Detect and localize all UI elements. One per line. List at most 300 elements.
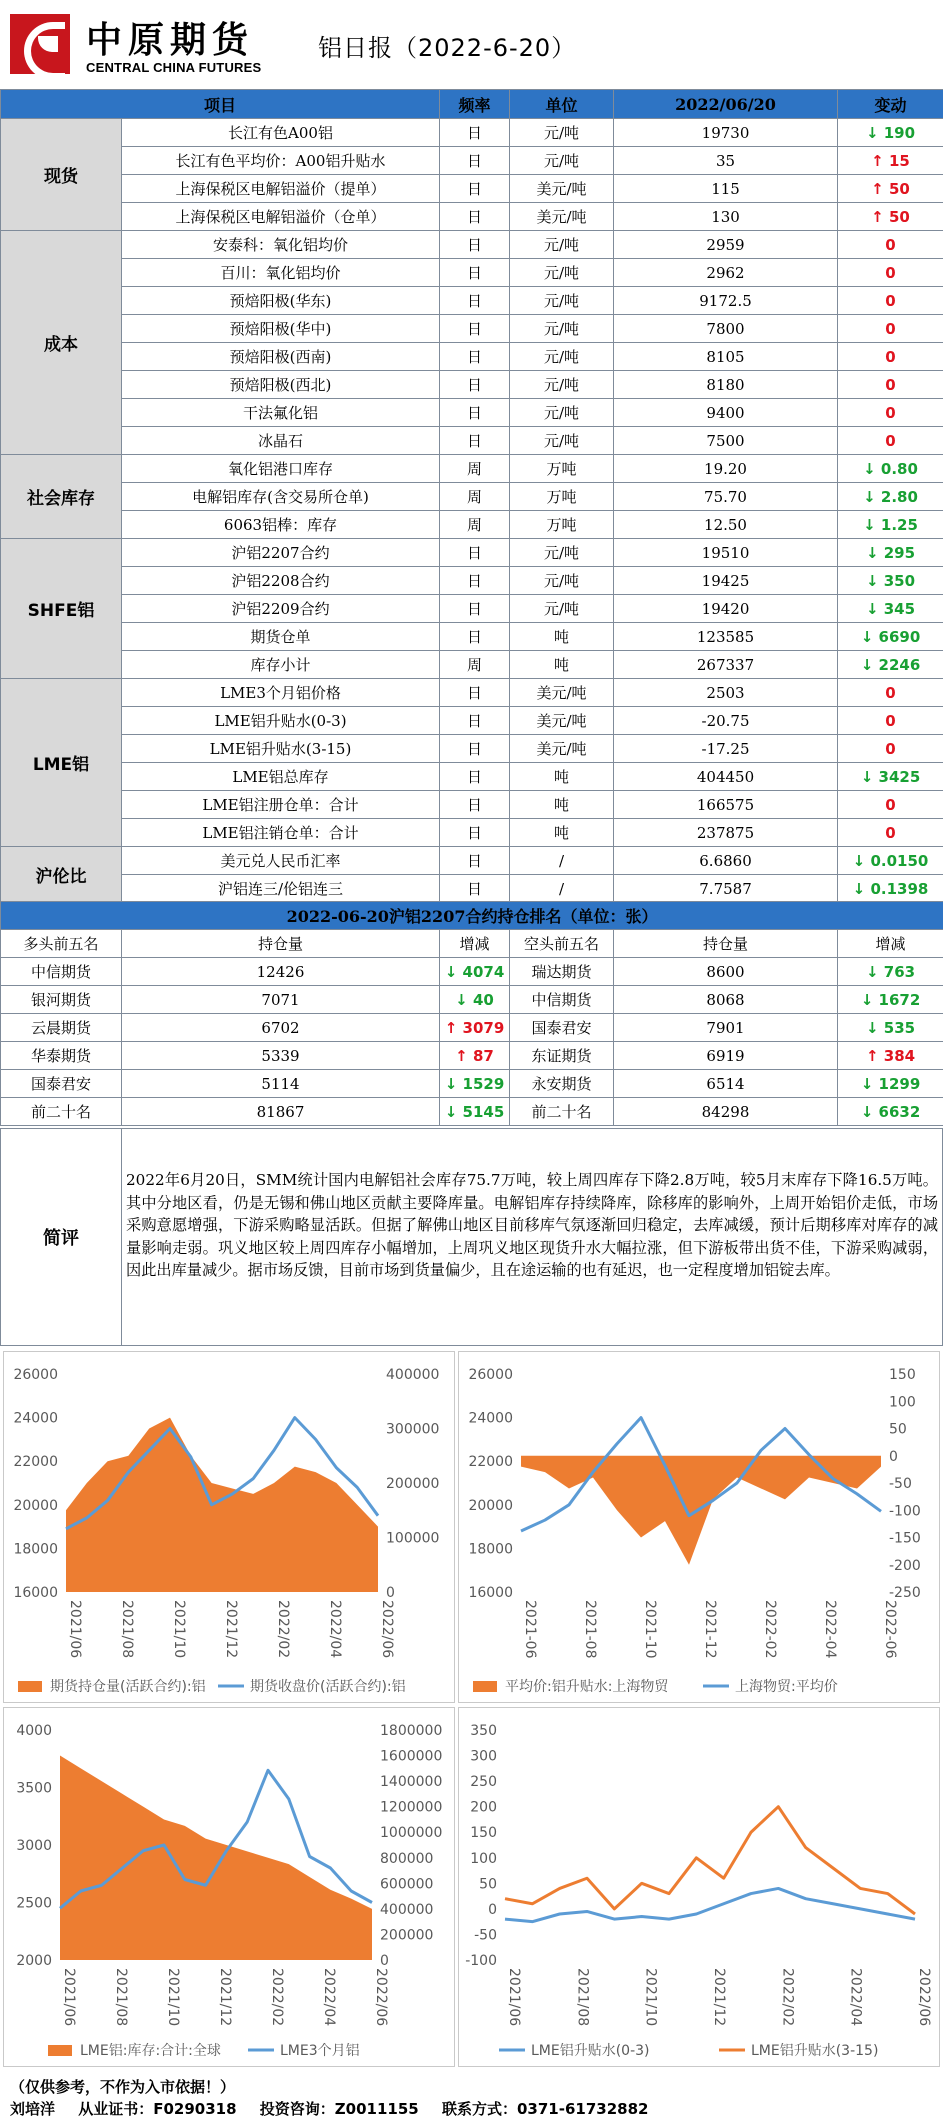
short-volume-cell: 8068 bbox=[614, 986, 838, 1014]
y-tick-label: 26000 bbox=[468, 1367, 513, 1383]
frequency-cell: 日 bbox=[440, 735, 510, 763]
commentary-label: 简评 bbox=[1, 1129, 122, 1345]
item-cell: 预焙阳极(西南) bbox=[122, 343, 440, 371]
frequency-cell: 周 bbox=[440, 651, 510, 679]
item-cell: 上海保税区电解铝溢价（仓单） bbox=[122, 203, 440, 231]
long-change-cell: ↓ 5145 bbox=[440, 1098, 510, 1126]
frequency-cell: 日 bbox=[440, 259, 510, 287]
chart-shanghai-spot-premium bbox=[458, 1351, 940, 1703]
y-tick-label: 200 bbox=[470, 1799, 497, 1816]
unit-cell: 元/吨 bbox=[510, 427, 614, 455]
change-cell: 0 bbox=[838, 231, 943, 259]
y2-tick-label: 1200000 bbox=[380, 1799, 443, 1816]
value-cell: 2959 bbox=[614, 231, 838, 259]
col-header-unit: 单位 bbox=[510, 90, 614, 119]
long-member-cell: 银河期货 bbox=[1, 986, 122, 1014]
change-cell: ↓ 6690 bbox=[838, 623, 943, 651]
commentary-section bbox=[0, 1128, 943, 1346]
table-row bbox=[1, 231, 943, 259]
value-cell: 9400 bbox=[614, 399, 838, 427]
x-tick-label: 2022/06 bbox=[379, 1600, 395, 1659]
item-cell: 6063铝棒：库存 bbox=[122, 511, 440, 539]
unit-cell: 元/吨 bbox=[510, 399, 614, 427]
short-member-cell: 东证期货 bbox=[510, 1042, 614, 1070]
unit-cell: 美元/吨 bbox=[510, 707, 614, 735]
change-cell: 0 bbox=[838, 427, 943, 455]
value-cell: -17.25 bbox=[614, 735, 838, 763]
short-change-cell: ↓ 1672 bbox=[838, 986, 943, 1014]
rank-header-long-change: 增减 bbox=[440, 930, 510, 958]
col-header-frequency: 频率 bbox=[440, 90, 510, 119]
long-change-cell: ↑ 87 bbox=[440, 1042, 510, 1070]
frequency-cell: 周 bbox=[440, 455, 510, 483]
change-cell: ↓ 2246 bbox=[838, 651, 943, 679]
x-tick-label: 2022/06 bbox=[916, 1968, 932, 2027]
change-cell: ↓ 345 bbox=[838, 595, 943, 623]
y-tick-label: 3000 bbox=[16, 1838, 52, 1854]
y2-tick-label: 1400000 bbox=[380, 1774, 443, 1791]
ranking-row bbox=[1, 1014, 943, 1042]
x-tick-label: 2021-08 bbox=[582, 1600, 598, 1659]
table-row bbox=[1, 315, 943, 343]
y2-tick-label: -150 bbox=[889, 1530, 921, 1547]
item-cell: 氧化铝港口库存 bbox=[122, 455, 440, 483]
unit-cell: 万吨 bbox=[510, 455, 614, 483]
item-cell: 上海保税区电解铝溢价（提单） bbox=[122, 175, 440, 203]
table-row bbox=[1, 399, 943, 427]
legend-label: LME铝:库存:合计:全球 bbox=[80, 2043, 221, 2059]
table-row bbox=[1, 679, 943, 707]
unit-cell: 元/吨 bbox=[510, 343, 614, 371]
change-cell: ↓ 0.80 bbox=[838, 455, 943, 483]
item-cell: 长江有色平均价：A00铝升贴水 bbox=[122, 147, 440, 175]
value-cell: 7800 bbox=[614, 315, 838, 343]
frequency-cell: 日 bbox=[440, 399, 510, 427]
item-cell: 沪铝2207合约 bbox=[122, 539, 440, 567]
y2-tick-label: 1600000 bbox=[380, 1748, 443, 1765]
unit-cell: 吨 bbox=[510, 791, 614, 819]
change-cell: ↓ 2.80 bbox=[838, 483, 943, 511]
value-cell: 267337 bbox=[614, 651, 838, 679]
long-volume-cell: 81867 bbox=[122, 1098, 440, 1126]
legend-label: 上海物贸:平均价 bbox=[735, 1679, 838, 1695]
y-tick-label: 18000 bbox=[13, 1541, 58, 1558]
item-cell: LME3个月铝价格 bbox=[122, 679, 440, 707]
category-cell: LME铝 bbox=[1, 679, 122, 847]
table-row bbox=[1, 539, 943, 567]
table-row bbox=[1, 259, 943, 287]
area-series bbox=[60, 1756, 372, 1960]
frequency-cell: 日 bbox=[440, 567, 510, 595]
table-row bbox=[1, 371, 943, 399]
frequency-cell: 日 bbox=[440, 623, 510, 651]
item-cell: LME铝升贴水(0-3) bbox=[122, 707, 440, 735]
value-cell: 404450 bbox=[614, 763, 838, 791]
item-cell: LME铝升贴水(3-15) bbox=[122, 735, 440, 763]
frequency-cell: 日 bbox=[440, 315, 510, 343]
long-change-cell: ↓ 4074 bbox=[440, 958, 510, 986]
short-volume-cell: 6514 bbox=[614, 1070, 838, 1098]
category-cell: 沪伦比 bbox=[1, 847, 122, 903]
unit-cell: 吨 bbox=[510, 651, 614, 679]
unit-cell: 万吨 bbox=[510, 483, 614, 511]
table-row bbox=[1, 567, 943, 595]
legend-swatch bbox=[18, 1681, 42, 1692]
value-cell: 7500 bbox=[614, 427, 838, 455]
x-tick-label: 2021/12 bbox=[217, 1968, 233, 2027]
y-tick-label: 4000 bbox=[16, 1723, 52, 1739]
change-cell: 0 bbox=[838, 735, 943, 763]
chart-aluminum-futures bbox=[3, 1351, 455, 1703]
report-header bbox=[0, 0, 943, 88]
short-change-cell: ↑ 384 bbox=[838, 1042, 943, 1070]
y2-tick-label: 100 bbox=[889, 1394, 916, 1411]
table-row bbox=[1, 707, 943, 735]
y2-tick-label: 150 bbox=[889, 1367, 916, 1383]
unit-cell: 元/吨 bbox=[510, 567, 614, 595]
item-cell: 预焙阳极(华中) bbox=[122, 315, 440, 343]
unit-cell: 美元/吨 bbox=[510, 679, 614, 707]
unit-cell: 吨 bbox=[510, 819, 614, 847]
frequency-cell: 日 bbox=[440, 175, 510, 203]
legend-label: LME铝升贴水(3-15) bbox=[751, 2043, 879, 2059]
value-cell: 8180 bbox=[614, 371, 838, 399]
y2-tick-label: -200 bbox=[889, 1557, 921, 1574]
short-member-cell: 国泰君安 bbox=[510, 1014, 614, 1042]
data-table bbox=[0, 89, 943, 903]
y-tick-label: 16000 bbox=[468, 1585, 513, 1601]
table-row bbox=[1, 819, 943, 847]
y-tick-label: 26000 bbox=[13, 1367, 58, 1383]
contact-line bbox=[10, 2098, 666, 2119]
short-member-cell: 瑞达期货 bbox=[510, 958, 614, 986]
item-cell: 百川：氧化铝均价 bbox=[122, 259, 440, 287]
y-tick-label: 18000 bbox=[468, 1541, 513, 1558]
x-tick-label: 2021/12 bbox=[223, 1600, 239, 1659]
x-tick-label: 2021/06 bbox=[67, 1600, 83, 1659]
change-cell: 0 bbox=[838, 259, 943, 287]
change-cell: ↑ 15 bbox=[838, 147, 943, 175]
chart-lme-inventory bbox=[3, 1707, 455, 2067]
value-cell: 19510 bbox=[614, 539, 838, 567]
value-cell: 19425 bbox=[614, 567, 838, 595]
col-header-change: 变动 bbox=[838, 90, 943, 119]
frequency-cell: 日 bbox=[440, 203, 510, 231]
logo-english-name: CENTRAL CHINA FUTURES bbox=[86, 60, 262, 75]
unit-cell: 吨 bbox=[510, 763, 614, 791]
x-tick-label: 2021/08 bbox=[113, 1968, 129, 2027]
legend-label: 平均价:铝升贴水:上海物贸 bbox=[505, 1679, 669, 1695]
change-cell: 0 bbox=[838, 707, 943, 735]
y2-tick-label: 100000 bbox=[386, 1530, 440, 1547]
unit-cell: 元/吨 bbox=[510, 539, 614, 567]
y2-tick-label: 800000 bbox=[380, 1850, 434, 1867]
short-change-cell: ↓ 1299 bbox=[838, 1070, 943, 1098]
y2-tick-label: 400000 bbox=[380, 1901, 434, 1918]
table-row bbox=[1, 483, 943, 511]
y-tick-label: 20000 bbox=[13, 1497, 58, 1514]
change-cell: ↓ 350 bbox=[838, 567, 943, 595]
x-tick-label: 2021-12 bbox=[702, 1600, 718, 1659]
change-cell: 0 bbox=[838, 679, 943, 707]
unit-cell: 元/吨 bbox=[510, 315, 614, 343]
position-ranking-table bbox=[0, 901, 943, 1126]
long-member-cell: 华泰期货 bbox=[1, 1042, 122, 1070]
frequency-cell: 日 bbox=[440, 875, 510, 903]
long-member-cell: 云晨期货 bbox=[1, 1014, 122, 1042]
ranking-title: 2022-06-20沪铝2207合约持仓排名（单位：张） bbox=[1, 902, 943, 930]
table-row bbox=[1, 455, 943, 483]
x-tick-label: 2022/02 bbox=[275, 1600, 291, 1659]
table-row bbox=[1, 343, 943, 371]
frequency-cell: 日 bbox=[440, 819, 510, 847]
report-title: 铝日报（2022-6-20） bbox=[318, 34, 577, 62]
y2-tick-label: 0 bbox=[380, 1953, 389, 1969]
table-row bbox=[1, 651, 943, 679]
table-row bbox=[1, 203, 943, 231]
change-cell: 0 bbox=[838, 399, 943, 427]
short-member-cell: 永安期货 bbox=[510, 1070, 614, 1098]
x-tick-label: 2021-06 bbox=[522, 1600, 538, 1659]
rank-header-short: 空头前五名 bbox=[510, 930, 614, 958]
unit-cell: 美元/吨 bbox=[510, 735, 614, 763]
frequency-cell: 日 bbox=[440, 231, 510, 259]
ranking-row bbox=[1, 1098, 943, 1126]
long-volume-cell: 6702 bbox=[122, 1014, 440, 1042]
y2-tick-label: -100 bbox=[889, 1503, 921, 1520]
unit-cell: 元/吨 bbox=[510, 259, 614, 287]
x-tick-label: 2021/10 bbox=[642, 1968, 659, 2027]
frequency-cell: 周 bbox=[440, 511, 510, 539]
item-cell: 冰晶石 bbox=[122, 427, 440, 455]
ranking-row bbox=[1, 1042, 943, 1070]
short-change-cell: ↓ 763 bbox=[838, 958, 943, 986]
company-logo-icon bbox=[10, 14, 70, 74]
frequency-cell: 日 bbox=[440, 147, 510, 175]
ranking-header-row bbox=[1, 930, 943, 958]
change-cell: 0 bbox=[838, 819, 943, 847]
ranking-row bbox=[1, 1070, 943, 1098]
unit-cell: 美元/吨 bbox=[510, 175, 614, 203]
short-volume-cell: 6919 bbox=[614, 1042, 838, 1070]
change-cell: ↑ 50 bbox=[838, 203, 943, 231]
y-tick-label: 16000 bbox=[13, 1585, 58, 1601]
value-cell: 130 bbox=[614, 203, 838, 231]
commentary-text: 2022年6月20日，SMM统计国内电解铝社会库存75.7万吨，较上周四库存下降2.8万吨，较5月末库存下降16.5万吨。其中分地区看，仍是无锡和佛山地区贡献主要降库量。电解铝库存持续降库，除移库的影响外，上周开始铝价走低，市场采购意愿增强，下游采购略显活跃。但据了解佛山地区目前移库气氛逐渐回归稳定，去库减缓，预计后期移库对库存的减量影响走弱。巩义地区较上周四库存小幅增加，上周巩义地区现货升水大幅拉涨，但下游板带出货不佳，下游采购减弱，因此出库量减少。据市场反馈，目前市场到货量偏少，且在途运输的也有延迟，也一定程度增加铝锭去库。 bbox=[126, 1171, 938, 1279]
value-cell: 237875 bbox=[614, 819, 838, 847]
frequency-cell: 日 bbox=[440, 287, 510, 315]
long-change-cell: ↓ 1529 bbox=[440, 1070, 510, 1098]
y2-tick-label: -50 bbox=[889, 1476, 912, 1492]
y-tick-label: -100 bbox=[465, 1953, 497, 1969]
table-row bbox=[1, 735, 943, 763]
value-cell: 19.20 bbox=[614, 455, 838, 483]
item-cell: 沪铝2209合约 bbox=[122, 595, 440, 623]
rank-header-long-volume: 持仓量 bbox=[122, 930, 440, 958]
value-cell: 8105 bbox=[614, 343, 838, 371]
change-cell: ↓ 1.25 bbox=[838, 511, 943, 539]
disclaimer: （仅供参考，不作为入市依据！） bbox=[10, 2078, 236, 2096]
unit-cell: 元/吨 bbox=[510, 119, 614, 147]
x-tick-label: 2022/02 bbox=[269, 1968, 285, 2027]
table-row bbox=[1, 147, 943, 175]
category-cell: SHFE铝 bbox=[1, 539, 122, 679]
unit-cell: 元/吨 bbox=[510, 231, 614, 259]
frequency-cell: 日 bbox=[440, 791, 510, 819]
short-volume-cell: 84298 bbox=[614, 1098, 838, 1126]
line-series bbox=[505, 1888, 915, 1921]
unit-cell: 元/吨 bbox=[510, 371, 614, 399]
y2-tick-label: 400000 bbox=[386, 1367, 440, 1383]
short-member-cell: 前二十名 bbox=[510, 1098, 614, 1126]
x-tick-label: 2022-02 bbox=[762, 1600, 778, 1659]
long-change-cell: ↓ 40 bbox=[440, 986, 510, 1014]
frequency-cell: 日 bbox=[440, 707, 510, 735]
table-row bbox=[1, 791, 943, 819]
x-tick-label: 2021/08 bbox=[574, 1968, 591, 2027]
x-tick-label: 2021/10 bbox=[171, 1600, 187, 1659]
author-name: 刘培洋 bbox=[10, 2100, 56, 2118]
x-tick-label: 2022/04 bbox=[847, 1968, 864, 2027]
rank-header-short-volume: 持仓量 bbox=[614, 930, 838, 958]
y-tick-label: 0 bbox=[488, 1901, 497, 1918]
table-row bbox=[1, 595, 943, 623]
change-cell: 0 bbox=[838, 371, 943, 399]
value-cell: 123585 bbox=[614, 623, 838, 651]
long-volume-cell: 5114 bbox=[122, 1070, 440, 1098]
y-tick-label: 2000 bbox=[16, 1953, 52, 1969]
legend-label: 期货持仓量(活跃合约):铝 bbox=[50, 1679, 206, 1695]
y2-tick-label: 200000 bbox=[386, 1476, 440, 1492]
table-row bbox=[1, 875, 943, 903]
ranking-row bbox=[1, 986, 943, 1014]
table-row bbox=[1, 847, 943, 875]
change-cell: ↓ 190 bbox=[838, 119, 943, 147]
x-tick-label: 2022-06 bbox=[882, 1600, 898, 1659]
unit-cell: 吨 bbox=[510, 623, 614, 651]
col-header-item: 项目 bbox=[1, 90, 440, 119]
y-tick-label: 24000 bbox=[468, 1410, 513, 1427]
y2-tick-label: -250 bbox=[889, 1585, 921, 1601]
table-row bbox=[1, 623, 943, 651]
short-change-cell: ↓ 535 bbox=[838, 1014, 943, 1042]
unit-cell: / bbox=[510, 847, 614, 875]
legend-label: LME3个月铝 bbox=[280, 2043, 360, 2059]
frequency-cell: 日 bbox=[440, 539, 510, 567]
change-cell: 0 bbox=[838, 315, 943, 343]
unit-cell: 万吨 bbox=[510, 511, 614, 539]
item-cell: 美元兑人民币汇率 bbox=[122, 847, 440, 875]
unit-cell: 元/吨 bbox=[510, 147, 614, 175]
x-tick-label: 2021-10 bbox=[642, 1600, 658, 1659]
change-cell: 0 bbox=[838, 343, 943, 371]
y-tick-label: 3500 bbox=[16, 1780, 52, 1797]
legend-label: LME铝升贴水(0-3) bbox=[531, 2043, 650, 2059]
item-cell: 干法氟化铝 bbox=[122, 399, 440, 427]
frequency-cell: 日 bbox=[440, 763, 510, 791]
y-tick-label: 150 bbox=[470, 1825, 497, 1842]
consult-number: 投资咨询：Z0011155 bbox=[259, 2100, 419, 2118]
unit-cell: 元/吨 bbox=[510, 287, 614, 315]
change-cell: ↑ 50 bbox=[838, 175, 943, 203]
long-volume-cell: 12426 bbox=[122, 958, 440, 986]
change-cell: ↓ 295 bbox=[838, 539, 943, 567]
frequency-cell: 日 bbox=[440, 595, 510, 623]
y-tick-label: 22000 bbox=[468, 1454, 513, 1471]
legend-swatch bbox=[473, 1681, 497, 1692]
y-tick-label: 300 bbox=[470, 1748, 497, 1765]
long-member-cell: 国泰君安 bbox=[1, 1070, 122, 1098]
item-cell: 预焙阳极(西北) bbox=[122, 371, 440, 399]
x-tick-label: 2022/04 bbox=[321, 1968, 337, 2027]
x-tick-label: 2022/06 bbox=[373, 1968, 389, 2027]
y2-tick-label: 0 bbox=[889, 1448, 898, 1465]
value-cell: 9172.5 bbox=[614, 287, 838, 315]
x-tick-label: 2021/12 bbox=[711, 1968, 727, 2027]
short-volume-cell: 8600 bbox=[614, 958, 838, 986]
value-cell: 7.7587 bbox=[614, 875, 838, 903]
chart-lme-spread bbox=[458, 1707, 940, 2067]
frequency-cell: 周 bbox=[440, 483, 510, 511]
item-cell: LME铝总库存 bbox=[122, 763, 440, 791]
table-header-row bbox=[1, 90, 943, 119]
line-series bbox=[505, 1807, 915, 1914]
unit-cell: 美元/吨 bbox=[510, 203, 614, 231]
category-cell: 社会库存 bbox=[1, 455, 122, 539]
frequency-cell: 日 bbox=[440, 371, 510, 399]
x-tick-label: 2022/04 bbox=[327, 1600, 343, 1659]
y-tick-label: 50 bbox=[479, 1876, 497, 1893]
legend-label: 期货收盘价(活跃合约):铝 bbox=[250, 1679, 406, 1695]
item-cell: LME铝注册仓单：合计 bbox=[122, 791, 440, 819]
table-row bbox=[1, 287, 943, 315]
item-cell: LME铝注销仓单：合计 bbox=[122, 819, 440, 847]
short-volume-cell: 7901 bbox=[614, 1014, 838, 1042]
category-cell: 现货 bbox=[1, 119, 122, 231]
table-row bbox=[1, 119, 943, 147]
area-series bbox=[66, 1418, 378, 1592]
value-cell: 2962 bbox=[614, 259, 838, 287]
table-row bbox=[1, 511, 943, 539]
rank-header-short-change: 增减 bbox=[838, 930, 943, 958]
frequency-cell: 日 bbox=[440, 343, 510, 371]
change-cell: 0 bbox=[838, 791, 943, 819]
value-cell: 115 bbox=[614, 175, 838, 203]
change-cell: ↓ 0.1398 bbox=[838, 875, 943, 903]
frequency-cell: 日 bbox=[440, 119, 510, 147]
value-cell: 75.70 bbox=[614, 483, 838, 511]
y2-tick-label: 1000000 bbox=[380, 1825, 443, 1842]
y-tick-label: 2500 bbox=[16, 1895, 52, 1912]
certificate-number: 从业证书：F0290318 bbox=[78, 2100, 237, 2118]
y-tick-label: -50 bbox=[474, 1927, 497, 1944]
item-cell: 沪铝连三/伦铝连三 bbox=[122, 875, 440, 903]
value-cell: 19420 bbox=[614, 595, 838, 623]
item-cell: 预焙阳极(华东) bbox=[122, 287, 440, 315]
y-tick-label: 350 bbox=[470, 1723, 497, 1739]
legend-swatch bbox=[48, 2045, 72, 2056]
y2-tick-label: 300000 bbox=[386, 1421, 440, 1438]
contact-phone: 联系方式：0371-61732882 bbox=[441, 2100, 649, 2118]
value-cell: 12.50 bbox=[614, 511, 838, 539]
ranking-title-row bbox=[1, 902, 943, 930]
frequency-cell: 日 bbox=[440, 847, 510, 875]
table-row bbox=[1, 763, 943, 791]
category-cell: 成本 bbox=[1, 231, 122, 455]
value-cell: 6.6860 bbox=[614, 847, 838, 875]
x-tick-label: 2021/06 bbox=[506, 1968, 522, 2027]
y2-tick-label: 600000 bbox=[380, 1876, 434, 1893]
